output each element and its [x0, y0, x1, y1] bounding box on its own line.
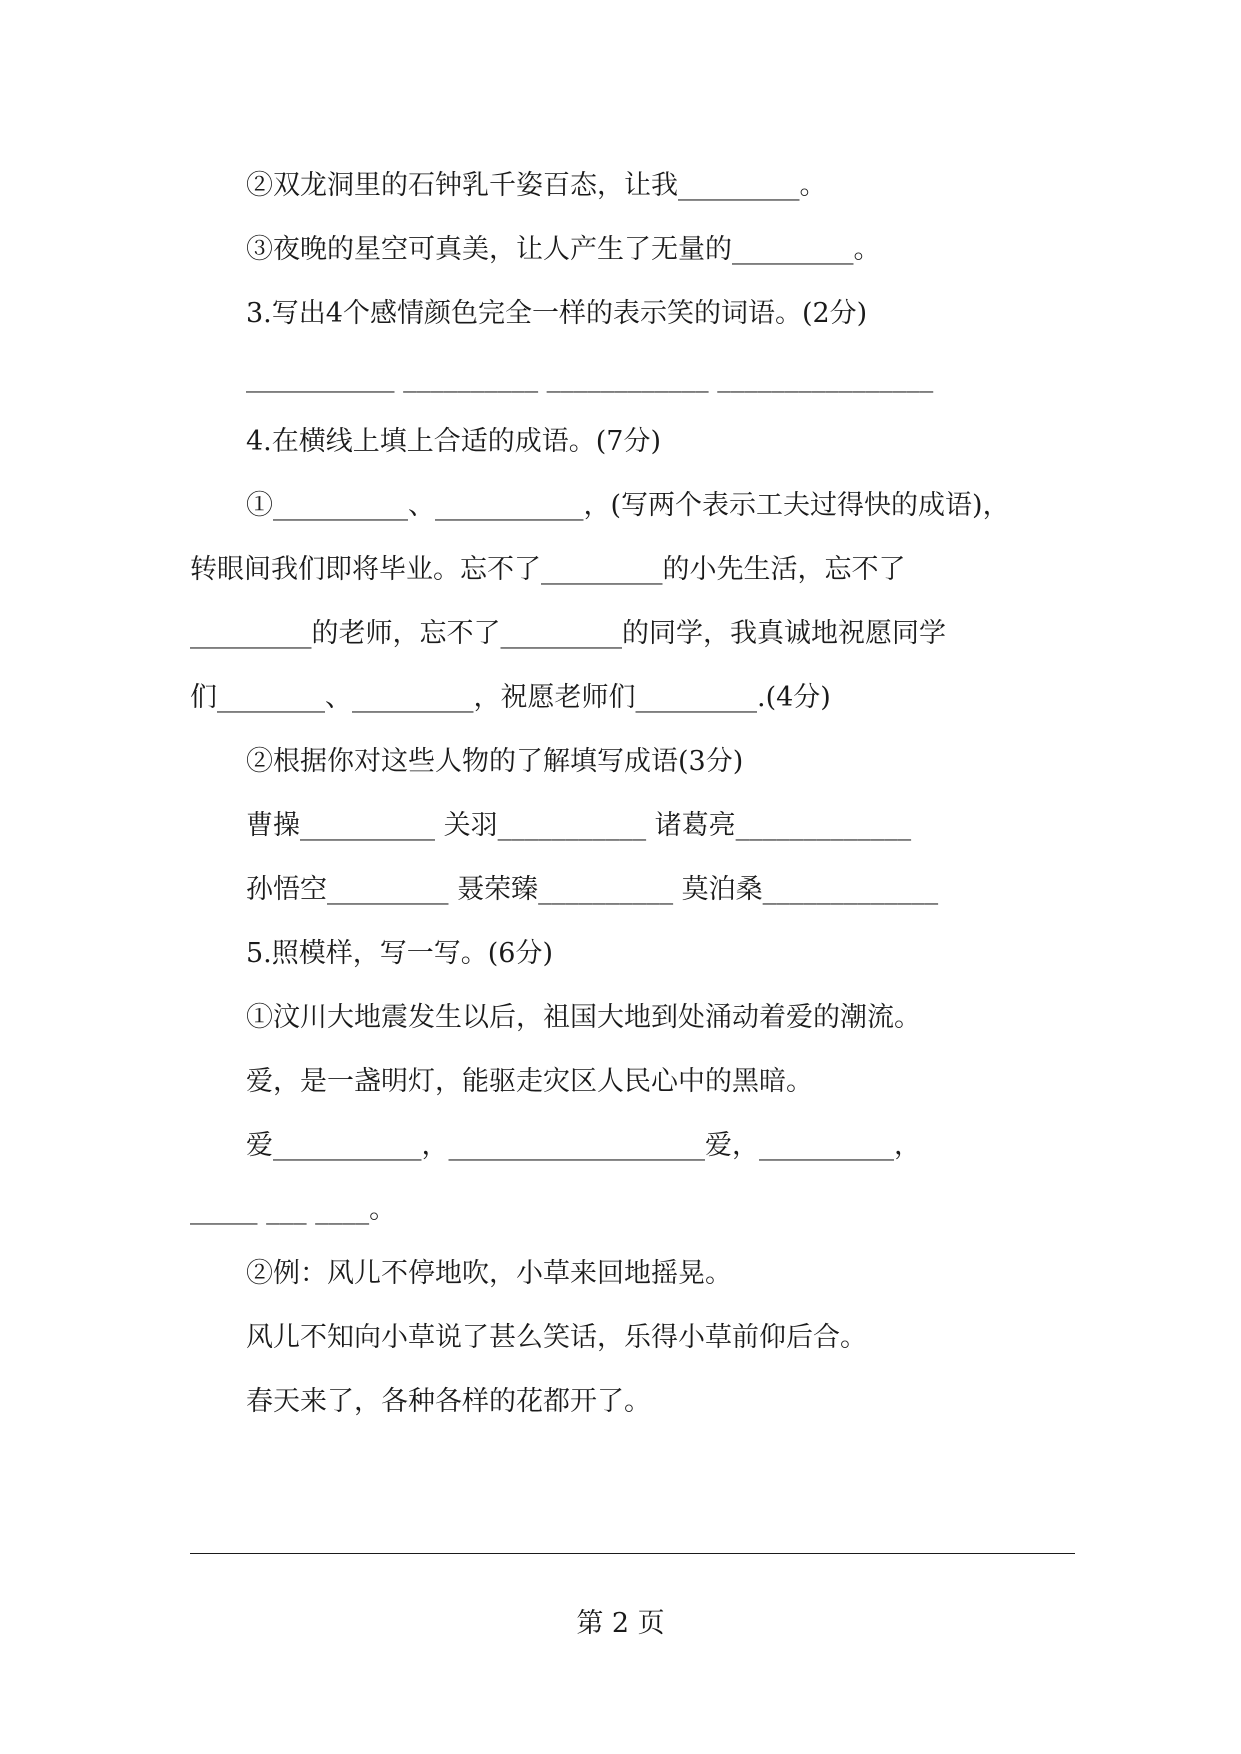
question-3-heading: 3.写出4个感情颜色完全一样的表示笑的词语。(2分) [246, 298, 868, 329]
page-number: 第 2 页 [576, 1608, 665, 1639]
text-line-6: ①__________、___________，(写两个表示工夫过得快的成语)， [246, 490, 1010, 521]
text-line-1: ②双龙洞里的石钟乳千姿百态，让我_________。 [246, 170, 827, 201]
footer-divider [190, 1553, 1075, 1554]
text-line-12: 孙悟空_________ 聂荣臻__________ 莫泊桑_____________ [246, 874, 939, 905]
text-line-10: ②根据你对这些人物的了解填写成语(3分) [246, 746, 744, 777]
question-4-heading: 4.在横线上填上合适的成语。(7分) [246, 426, 662, 457]
text-line-15: 爱，是一盏明灯，能驱走灾区人民心中的黑暗。 [246, 1066, 813, 1097]
text-line-18: ②例：风儿不停地吹，小草来回地摇晃。 [246, 1258, 732, 1289]
text-line-14: ①汶川大地震发生以后，祖国大地到处涌动着爱的潮流。 [246, 1002, 921, 1033]
text-line-8: _________的老师，忘不了_________的同学，我真诚地祝愿同学 [190, 618, 946, 649]
answer-blanks-line: ___________ __________ ____________ ________________ [246, 362, 934, 393]
text-line-2: ③夜晚的星空可真美，让人产生了无量的_________。 [246, 234, 881, 265]
text-line-20: 春天来了，各种各样的花都开了。 [246, 1386, 651, 1417]
text-line-7: 转眼间我们即将毕业。忘不了_________的小先生活，忘不了 [190, 554, 906, 585]
text-line-16: 爱___________，___________________爱，__________， [246, 1130, 921, 1161]
text-line-17: _____ ___ ____。 [190, 1194, 397, 1225]
text-line-11: 曹操__________ 关羽___________ 诸葛亮_____________ [246, 810, 912, 841]
text-line-19: 风儿不知向小草说了甚么笑话，乐得小草前仰后合。 [246, 1322, 867, 1353]
text-line-9: 们________、_________，祝愿老师们_________.(4分) [190, 682, 831, 713]
question-5-heading: 5.照模样，写一写。(6分) [246, 938, 554, 969]
